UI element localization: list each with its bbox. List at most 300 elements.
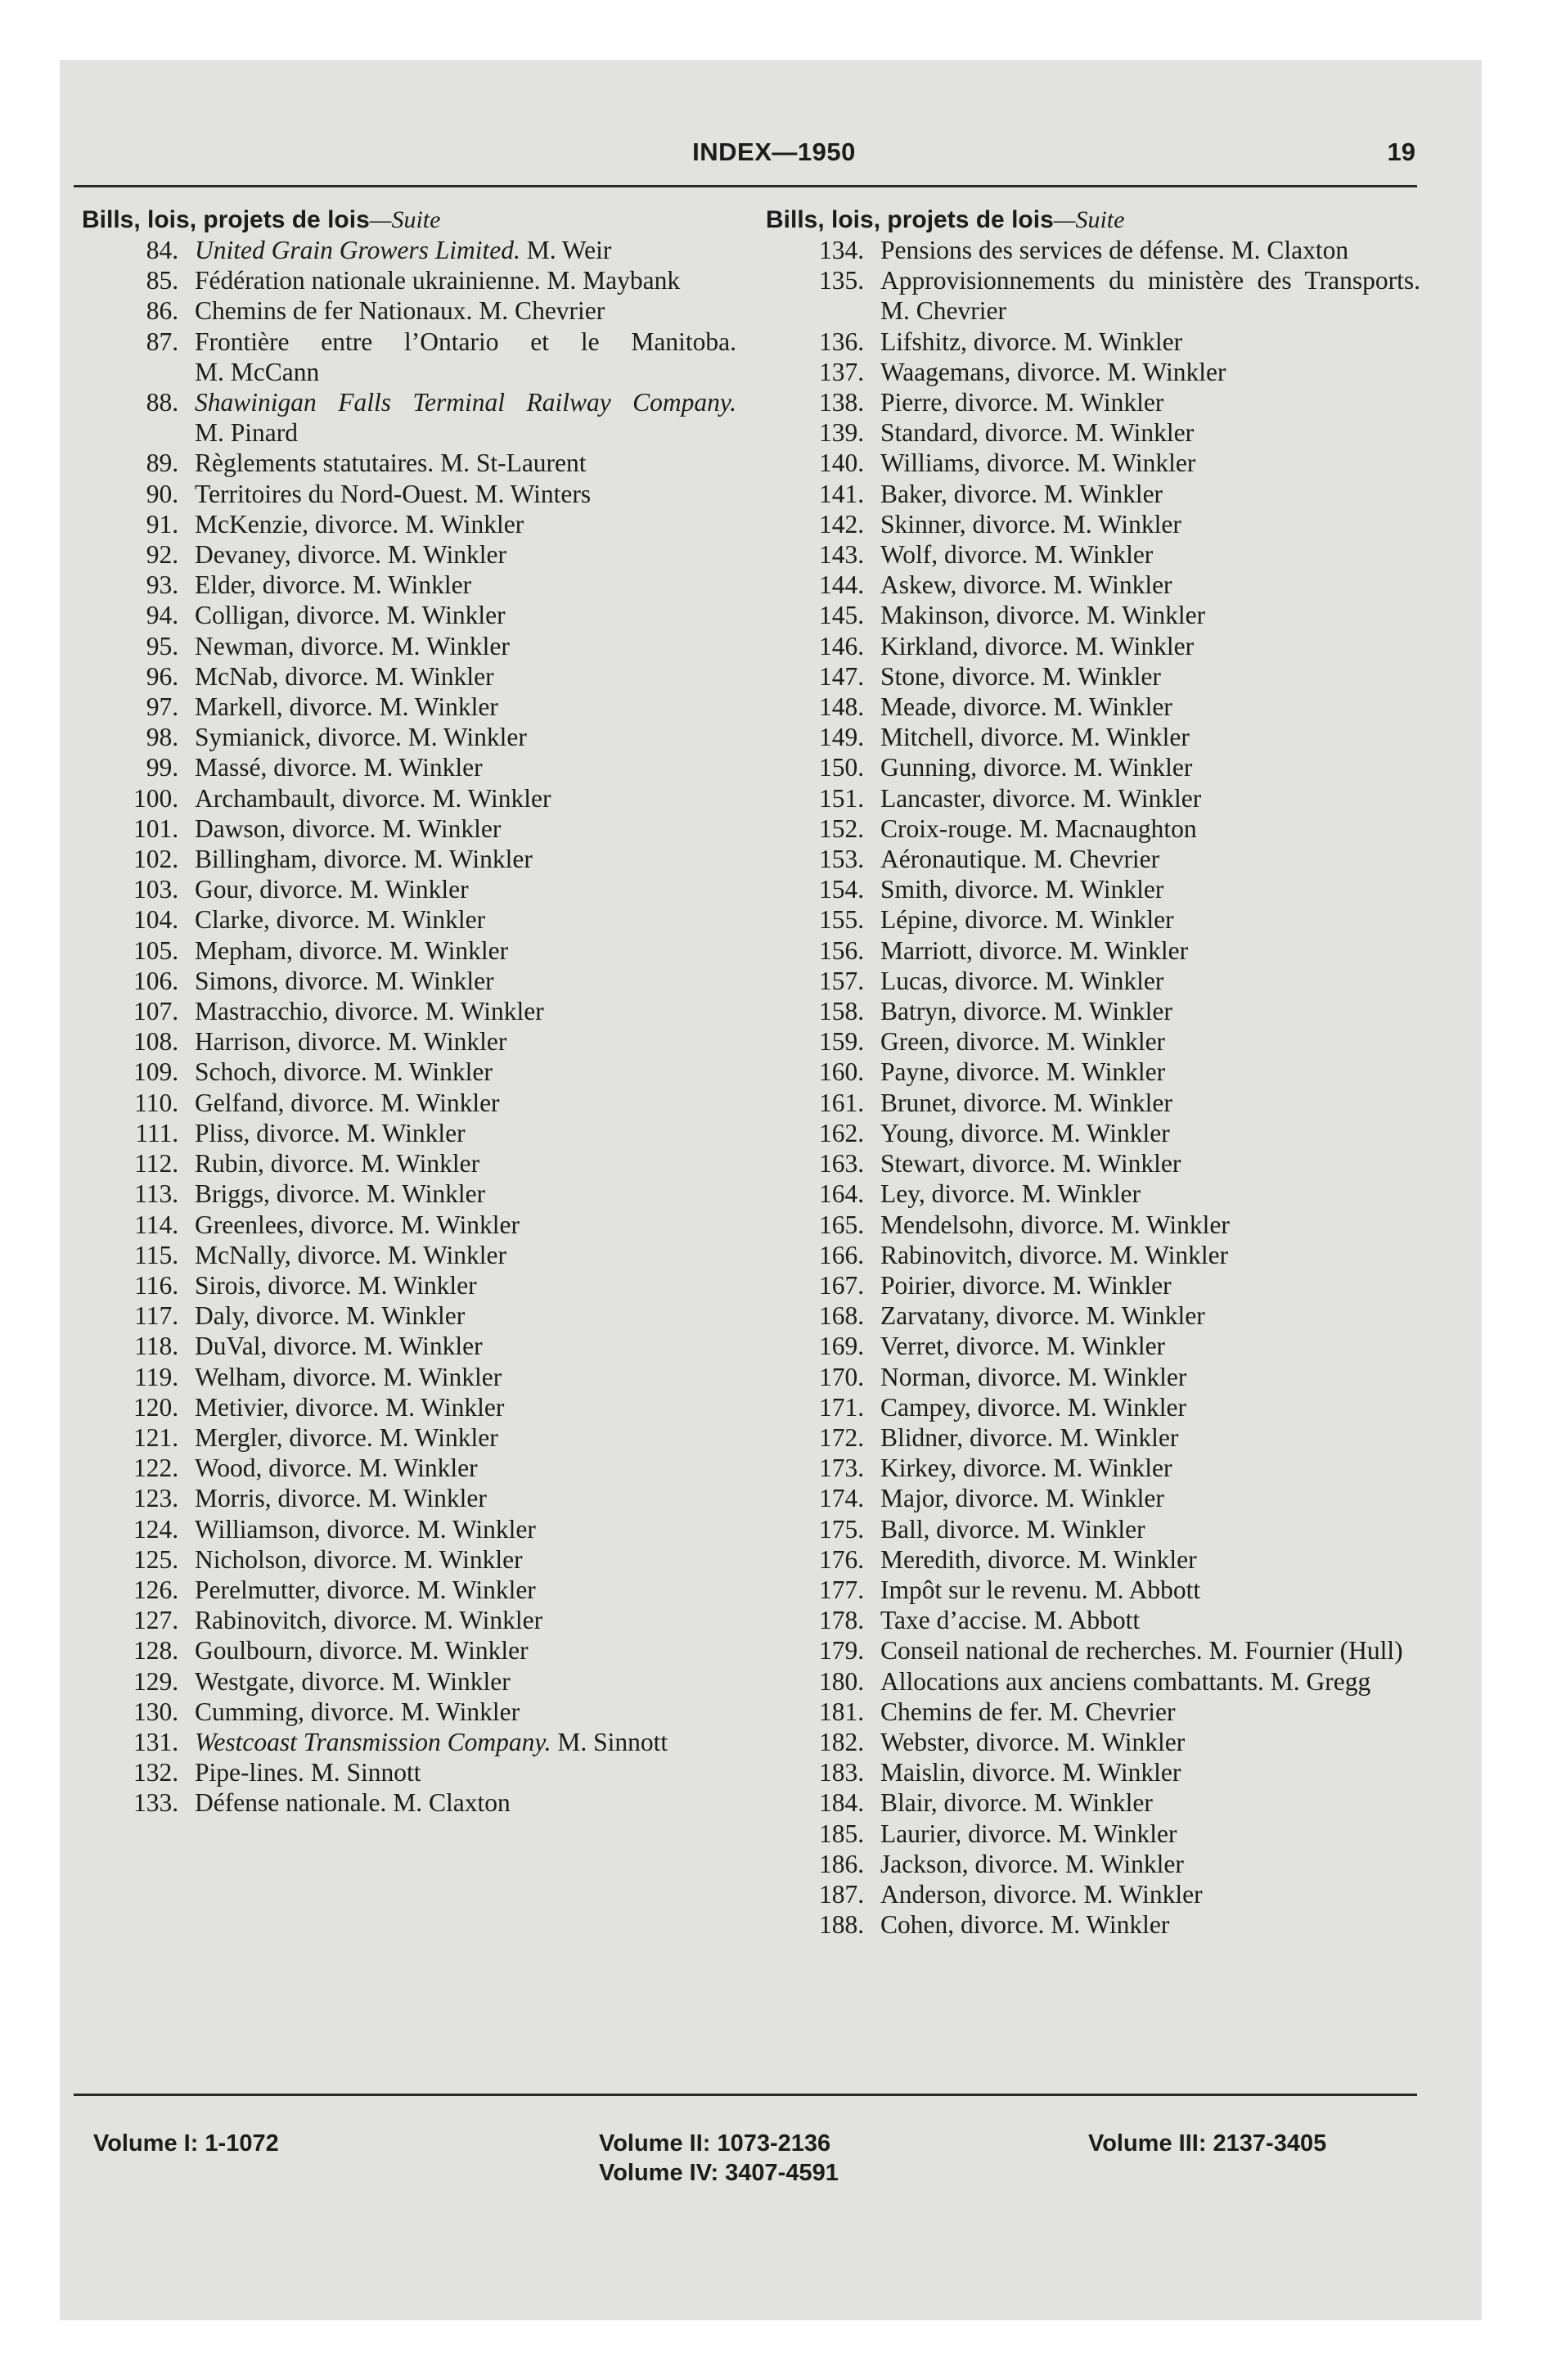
- entry-number: 100 .: [82, 783, 185, 814]
- entry-member: M. Winkler: [1053, 570, 1172, 600]
- entry-title: Blair, divorce.: [880, 1788, 1028, 1818]
- entry-member: M. Pinard: [195, 418, 298, 448]
- entry-title: Chemins de fer Nationaux.: [195, 296, 473, 326]
- header-rule: [74, 185, 1417, 187]
- index-list: [766, 235, 1420, 1940]
- entry-member: M. Winkler: [1110, 1210, 1230, 1239]
- entry-member: M. Winkler: [1107, 357, 1226, 386]
- entry-title: Payne, divorce.: [880, 1057, 1041, 1087]
- entry-text: [871, 327, 1420, 357]
- entry-title: Welham, divorce.: [195, 1362, 377, 1391]
- entry-title: Briggs, divorce.: [195, 1179, 361, 1209]
- entry-member: M. Winkler: [1109, 1240, 1229, 1269]
- entry-member: M. Winkler: [390, 631, 510, 660]
- entry-member: M. Winkler: [366, 1179, 486, 1209]
- entry-title: Mitchell, divorce.: [880, 723, 1064, 752]
- entry-number: 120 .: [82, 1392, 185, 1422]
- entry-title: Chemins de fer.: [880, 1697, 1043, 1726]
- entry-text: [871, 1514, 1420, 1544]
- entry-text: [871, 539, 1420, 570]
- entry-member: M. Chevrier: [479, 296, 605, 326]
- entry-title: Devaney, divorce.: [195, 540, 381, 570]
- entry-text: [871, 814, 1420, 844]
- entry-text: [871, 1819, 1420, 1849]
- entry-member: M. Gregg: [1270, 1666, 1371, 1696]
- entry-title: Fédération nationale ukrainienne.: [195, 266, 541, 295]
- entry-number: 107 .: [82, 996, 185, 1026]
- entry-member: M. Winkler: [407, 723, 527, 752]
- entry-number: 169 .: [766, 1331, 871, 1361]
- entry-title: Metivier, divorce.: [195, 1392, 380, 1422]
- entry-member: M. Macnaughton: [1019, 814, 1197, 843]
- entry-member: M. St-Laurent: [440, 449, 587, 478]
- entry-member: M. Winkler: [403, 1544, 523, 1574]
- entry-text: [185, 1240, 736, 1270]
- index-entry: [82, 1300, 736, 1331]
- entry-title: Mepham, divorce.: [195, 935, 384, 965]
- entry-number: 131 .: [82, 1727, 185, 1757]
- entry-number: 160 .: [766, 1057, 871, 1087]
- entry-member: M. Fournier (Hull): [1208, 1636, 1403, 1666]
- right-column: [766, 205, 1420, 1940]
- column-heading-text: Bills, lois, projets de lois: [766, 206, 1054, 233]
- entry-member: M. Winkler: [1058, 1819, 1177, 1848]
- entry-text: [871, 1849, 1420, 1879]
- entry-text: [185, 1514, 736, 1544]
- index-entry: [82, 996, 736, 1026]
- entry-text: [185, 295, 736, 326]
- entry-number: 110 .: [82, 1088, 185, 1118]
- index-entry: [766, 1605, 1420, 1635]
- entry-member: M. Winkler: [379, 1422, 498, 1452]
- entry-title: Makinson, divorce.: [880, 601, 1081, 630]
- entry-number: 123 .: [82, 1483, 185, 1513]
- entry-member: M. Winkler: [1077, 449, 1196, 478]
- entry-member: M. Sinnott: [557, 1727, 668, 1756]
- index-entry: [766, 327, 1420, 357]
- entry-number: 180 .: [766, 1666, 871, 1697]
- index-entry: [82, 874, 736, 904]
- entry-member: M. Winkler: [1045, 875, 1164, 904]
- entry-title: Mergler, divorce.: [195, 1422, 373, 1452]
- index-entry: [82, 1270, 736, 1300]
- entry-text: [185, 539, 736, 570]
- entry-number: 102 .: [82, 844, 185, 874]
- entry-text: [185, 1544, 736, 1575]
- entry-title: Zarvatany, divorce.: [880, 1301, 1080, 1331]
- entry-text: [871, 996, 1420, 1026]
- entry-text: [185, 570, 736, 600]
- entry-member: M. Winkler: [416, 1575, 536, 1604]
- entry-title: Sirois, divorce.: [195, 1270, 352, 1300]
- entry-number: 132 .: [82, 1757, 185, 1787]
- index-entry: [82, 966, 736, 996]
- entry-number: 187 .: [766, 1879, 871, 1909]
- entry-member: M. Abbott: [1094, 1575, 1201, 1604]
- entry-number: 125 .: [82, 1544, 185, 1575]
- entry-text: [185, 1575, 736, 1605]
- entry-number: 182 .: [766, 1727, 871, 1757]
- entry-number: 116 .: [82, 1270, 185, 1300]
- entry-text: [871, 509, 1420, 539]
- entry-number: 184 .: [766, 1787, 871, 1818]
- entry-text: [185, 327, 736, 387]
- entry-text: [871, 448, 1420, 478]
- entry-title: Waagemans, divorce.: [880, 357, 1101, 386]
- entry-member: M. Winkler: [388, 1027, 507, 1057]
- entry-title: Ley, divorce.: [880, 1179, 1016, 1209]
- index-entry: [82, 844, 736, 874]
- entry-number: 90 .: [82, 479, 185, 509]
- entry-number: 97 .: [82, 692, 185, 722]
- entry-title: Mendelsohn, divorce.: [880, 1210, 1105, 1239]
- entry-title: DuVal, divorce.: [195, 1332, 358, 1361]
- entry-number: 126 .: [82, 1575, 185, 1605]
- entry-member: M. Winkler: [400, 1697, 520, 1726]
- index-entry: [82, 1575, 736, 1605]
- entry-number: 163 .: [766, 1148, 871, 1179]
- entry-title: Lancaster, divorce.: [880, 783, 1077, 813]
- entry-number: 84 .: [82, 235, 185, 265]
- entry-text: [185, 1179, 736, 1209]
- entry-title: Cumming, divorce.: [195, 1697, 395, 1726]
- entry-member: M. Winkler: [1078, 1544, 1197, 1574]
- entry-member: M. Winkler: [425, 997, 544, 1026]
- entry-number: 181 .: [766, 1697, 871, 1727]
- entry-text: [871, 935, 1420, 966]
- index-entry: [82, 1757, 736, 1787]
- entry-number: 143 .: [766, 539, 871, 570]
- entry-title: Kirkland, divorce.: [880, 631, 1069, 660]
- entry-title: Shawinigan Falls Terminal Railway Company.: [195, 388, 736, 417]
- entry-member: M. Winkler: [383, 1362, 502, 1391]
- entry-member: M. Winkler: [1063, 327, 1183, 356]
- entry-member: M. Winkler: [380, 1088, 500, 1117]
- entry-title: Massé, divorce.: [195, 753, 358, 782]
- entry-member: M. Winkler: [1068, 1362, 1187, 1391]
- entry-member: M. Winkler: [1082, 783, 1202, 813]
- index-entry: [766, 966, 1420, 996]
- entry-member: M. Winkler: [416, 1514, 536, 1544]
- entry-number: 124 .: [82, 1514, 185, 1544]
- entry-title: Williamson, divorce.: [195, 1514, 411, 1544]
- entry-number: 183 .: [766, 1757, 871, 1787]
- entry-title: Smith, divorce.: [880, 875, 1039, 904]
- entry-title: Baker, divorce.: [880, 479, 1038, 508]
- entry-number: 129 .: [82, 1666, 185, 1697]
- index-entry: [82, 935, 736, 966]
- entry-member: M. Winkler: [413, 845, 533, 874]
- entry-title: Lifshitz, divorce.: [880, 327, 1058, 356]
- entry-member: M. Winkler: [1074, 631, 1195, 660]
- entry-number: 179 .: [766, 1635, 871, 1666]
- entry-member: M. Winkler: [1053, 692, 1172, 722]
- entry-title: Standard, divorce.: [880, 418, 1069, 448]
- entry-title: Perelmutter, divorce.: [195, 1575, 411, 1604]
- entry-number: 136 .: [766, 327, 871, 357]
- entry-text: [185, 1088, 736, 1118]
- index-entry: [82, 295, 736, 326]
- entry-member: M. Claxton: [393, 1788, 511, 1818]
- entry-number: 161 .: [766, 1088, 871, 1118]
- index-entry: [766, 1697, 1420, 1727]
- entry-title: Maislin, divorce.: [880, 1758, 1056, 1787]
- index-entry: [82, 1179, 736, 1209]
- entry-member: M. Winkler: [386, 601, 506, 630]
- index-entry: [82, 752, 736, 782]
- entry-text: [871, 1787, 1420, 1818]
- entry-text: [185, 874, 736, 904]
- entry-number: 172 .: [766, 1422, 871, 1453]
- entry-text: [871, 783, 1420, 814]
- entry-title: Pliss, divorce.: [195, 1118, 340, 1147]
- entry-text: [185, 1148, 736, 1179]
- entry-title: Règlements statutaires.: [195, 449, 434, 478]
- entry-member: M. Winters: [475, 479, 592, 508]
- entry-title: Campey, divorce.: [880, 1392, 1062, 1422]
- index-list: [82, 235, 736, 1819]
- index-entry: [766, 539, 1420, 570]
- entry-number: 106 .: [82, 966, 185, 996]
- entry-title: Dawson, divorce.: [195, 814, 376, 843]
- entry-text: [185, 1331, 736, 1361]
- entry-member: M. Winkler: [423, 1606, 543, 1635]
- entry-member: M. Winkler: [1062, 1758, 1181, 1787]
- entry-title: United Grain Growers Limited.: [195, 236, 520, 264]
- entry-number: 94 .: [82, 600, 185, 630]
- entry-text: [185, 631, 736, 661]
- entry-text: [871, 387, 1420, 417]
- entry-member: M. Winkler: [400, 1210, 520, 1239]
- entry-member: M. Winkler: [1064, 1849, 1184, 1878]
- entry-text: [871, 1757, 1420, 1787]
- entry-number: 148 .: [766, 692, 871, 722]
- entry-text: [185, 1727, 736, 1757]
- entry-number: 128 .: [82, 1635, 185, 1666]
- index-entry: [766, 1819, 1420, 1849]
- entry-member: M. Winkler: [1051, 1118, 1170, 1147]
- entry-text: [871, 1057, 1420, 1087]
- index-entry: [82, 1453, 736, 1483]
- entry-text: [871, 357, 1420, 387]
- entry-member: M. Winkler: [1070, 723, 1190, 752]
- index-entry: [82, 814, 736, 844]
- entry-member: M. Claxton: [1231, 236, 1349, 264]
- index-entry: [766, 1666, 1420, 1697]
- index-entry: [766, 1635, 1420, 1666]
- entry-title: Conseil national de recherches.: [880, 1636, 1203, 1666]
- index-entry: [766, 235, 1420, 265]
- entry-member: M. Winkler: [367, 1484, 487, 1513]
- volume-1-label: Volume I: 1-1072: [93, 2130, 279, 2157]
- index-entry: [766, 417, 1420, 448]
- entry-text: [871, 1392, 1420, 1422]
- index-entry: [766, 722, 1420, 752]
- entry-number: 157 .: [766, 966, 871, 996]
- index-entry: [82, 448, 736, 478]
- entry-member: M. Winkler: [1021, 1179, 1141, 1209]
- index-entry: [82, 235, 736, 265]
- entry-member: M. Winkler: [1033, 1788, 1153, 1818]
- entry-number: 154 .: [766, 874, 871, 904]
- entry-title: Westcoast Transmission Company.: [195, 1727, 551, 1756]
- entry-title: Stewart, divorce.: [880, 1149, 1056, 1179]
- entry-number: 115 .: [82, 1240, 185, 1270]
- index-entry: [82, 1666, 736, 1697]
- index-entry: [766, 1392, 1420, 1422]
- entry-text: [871, 844, 1420, 874]
- entry-member: M. Winkler: [375, 966, 494, 995]
- entry-member: M. Winkler: [1045, 388, 1164, 417]
- entry-number: 140 .: [766, 448, 871, 478]
- entry-title: Mastracchio, divorce.: [195, 997, 419, 1026]
- entry-text: [185, 783, 736, 814]
- entry-title: Stone, divorce.: [880, 661, 1036, 691]
- index-entry: [766, 1422, 1420, 1453]
- entry-member: M. Winkler: [1045, 1484, 1164, 1513]
- entry-member: M. Winkler: [391, 1666, 511, 1696]
- entry-title: Meredith, divorce.: [880, 1544, 1072, 1574]
- entry-member: M. Winkler: [360, 1149, 480, 1179]
- entry-number: 167 .: [766, 1270, 871, 1300]
- entry-text: [185, 1605, 736, 1635]
- page-title: INDEX—1950: [692, 137, 856, 166]
- entry-title: Major, divorce.: [880, 1484, 1039, 1513]
- index-entry: [82, 1088, 736, 1118]
- entry-text: [185, 479, 736, 509]
- entry-member: M. Winkler: [1026, 1514, 1145, 1544]
- index-entry: [82, 692, 736, 722]
- entry-title: Harrison, divorce.: [195, 1027, 382, 1057]
- entry-text: [871, 1210, 1420, 1240]
- entry-member: M. Winkler: [1055, 905, 1174, 935]
- index-entry: [766, 448, 1420, 478]
- entry-title: Williams, divorce.: [880, 449, 1071, 478]
- entry-member: M. McCann: [195, 357, 320, 386]
- entry-text: [185, 844, 736, 874]
- index-entry: [766, 692, 1420, 722]
- entry-title: Colligan, divorce.: [195, 601, 380, 630]
- index-entry: [82, 1605, 736, 1635]
- index-entry: [766, 661, 1420, 692]
- entry-member: M. Winkler: [1069, 935, 1189, 965]
- entry-number: 175 .: [766, 1514, 871, 1544]
- entry-text: [185, 1453, 736, 1483]
- entry-number: 173 .: [766, 1453, 871, 1483]
- entry-number: 158 .: [766, 996, 871, 1026]
- entry-text: [871, 265, 1420, 326]
- entry-text: [871, 1909, 1420, 1940]
- entry-member: M. Winkler: [1086, 1301, 1205, 1331]
- entry-number: 119 .: [82, 1362, 185, 1392]
- entry-title: Skinner, divorce.: [880, 509, 1056, 539]
- entry-number: 133 .: [82, 1787, 185, 1818]
- entry-member: M. Winkler: [366, 905, 486, 935]
- entry-number: 103 .: [82, 874, 185, 904]
- index-entry: [82, 631, 736, 661]
- entry-member: M. Winkler: [1083, 1879, 1203, 1909]
- entry-member: M. Weir: [526, 236, 612, 264]
- entry-text: [871, 1635, 1420, 1666]
- entry-title: Webster, divorce.: [880, 1727, 1060, 1756]
- entry-text: [185, 935, 736, 966]
- entry-text: [871, 752, 1420, 782]
- index-entry: [766, 935, 1420, 966]
- column-heading-suite: —Suite: [369, 206, 441, 233]
- entry-member: M. Chevrier: [880, 296, 1006, 326]
- entry-title: Newman, divorce.: [195, 631, 385, 660]
- entry-text: [185, 600, 736, 630]
- entry-number: 188 .: [766, 1909, 871, 1940]
- entry-number: 149 .: [766, 722, 871, 752]
- entry-title: McKenzie, divorce.: [195, 509, 399, 539]
- index-entry: [766, 600, 1420, 630]
- entry-title: Archambault, divorce.: [195, 783, 426, 813]
- index-entry: [82, 1210, 736, 1240]
- entry-text: [871, 966, 1420, 996]
- entry-title: Clarke, divorce.: [195, 905, 361, 935]
- index-entry: [766, 1362, 1420, 1392]
- entry-text: [871, 1879, 1420, 1909]
- entry-title: Ball, divorce.: [880, 1514, 1020, 1544]
- column-heading-suite: —Suite: [1053, 206, 1125, 233]
- column-heading-text: Bills, lois, projets de lois: [82, 206, 370, 233]
- entry-title: Rubin, divorce.: [195, 1149, 355, 1179]
- index-entry: [766, 1026, 1420, 1057]
- entry-member: M. Chevrier: [1049, 1697, 1176, 1726]
- entry-member: M. Winkler: [379, 692, 498, 722]
- index-entry: [82, 265, 736, 295]
- index-entry: [82, 1727, 736, 1757]
- entry-number: 130 .: [82, 1697, 185, 1727]
- entry-member: M. Winkler: [387, 1240, 507, 1269]
- entry-member: M. Winkler: [1067, 1392, 1187, 1422]
- entry-text: [185, 904, 736, 935]
- index-entry: [82, 539, 736, 570]
- entry-member: M. Winkler: [1060, 1422, 1179, 1452]
- entry-member: M. Winkler: [1062, 509, 1181, 539]
- entry-number: 178 .: [766, 1605, 871, 1635]
- entry-number: 127 .: [82, 1605, 185, 1635]
- index-entry: [766, 844, 1420, 874]
- entry-title: Blidner, divorce.: [880, 1422, 1054, 1452]
- entry-member: M. Winkler: [363, 1332, 483, 1361]
- entry-member: M. Winkler: [1053, 997, 1172, 1026]
- entry-member: M. Winkler: [1053, 1088, 1172, 1117]
- entry-text: [871, 1575, 1420, 1605]
- index-entry: [766, 1453, 1420, 1483]
- index-entry: [766, 387, 1420, 417]
- entry-title: Pipe-lines.: [195, 1758, 304, 1787]
- index-entry: [82, 1787, 736, 1818]
- volume-4-label: Volume IV: 3407-4591: [599, 2160, 839, 2186]
- entry-text: [185, 1210, 736, 1240]
- entry-number: 174 .: [766, 1483, 871, 1513]
- index-entry: [766, 1331, 1420, 1361]
- index-entry: [82, 1514, 736, 1544]
- entry-title: Schoch, divorce.: [195, 1057, 367, 1087]
- entry-title: Cohen, divorce.: [880, 1910, 1045, 1940]
- entry-member: M. Winkler: [405, 509, 524, 539]
- index-entry: [766, 874, 1420, 904]
- index-entry: [82, 509, 736, 539]
- entry-title: Green, divorce.: [880, 1027, 1041, 1057]
- index-entry: [82, 327, 736, 387]
- entry-member: M. Winkler: [432, 783, 551, 813]
- entry-title: Lucas, divorce.: [880, 966, 1039, 995]
- entry-title: Anderson, divorce.: [880, 1879, 1078, 1909]
- entry-text: [185, 1026, 736, 1057]
